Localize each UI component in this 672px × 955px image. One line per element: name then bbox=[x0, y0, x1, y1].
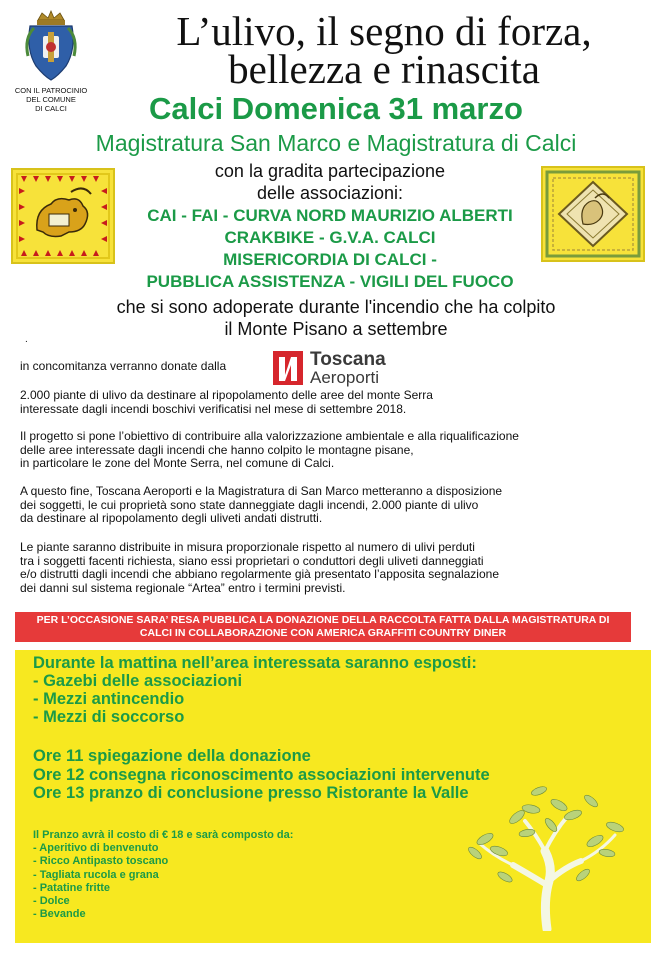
event-date-title: Calci Domenica 31 marzo bbox=[149, 91, 523, 126]
paragraph-line: da destinare al ripopolamento degli uliveti andati distrutti. bbox=[20, 511, 323, 525]
lunch-item: - Bevande bbox=[33, 908, 86, 921]
lunch-intro: Il Pranzo avrà il costo di € 18 e sarà composto da: bbox=[33, 829, 294, 841]
paragraph-line: tra i soggetti facenti richiesta, siano essi proprietari o conduttori degli uliveti danneggiati bbox=[20, 553, 484, 568]
participation-line: delle associazioni: bbox=[256, 183, 404, 203]
schedule bbox=[33, 747, 490, 803]
paragraph-line: dei soggetti, le cui proprietà sono state danneggiate dagli incendi, 2.000 piante di ulivo bbox=[20, 497, 479, 512]
paragraph-line: in particolare le zone del Monte Serra, nel comune di Calci. bbox=[20, 456, 335, 470]
schedule-item: Ore 12 consegna riconoscimento associazioni intervenute bbox=[33, 765, 490, 784]
schedule-item: Ore 13 pranzo di conclusione presso Ristorante la Valle bbox=[33, 784, 469, 802]
morning-program bbox=[33, 654, 477, 726]
lunch-item: - Ricco Antipasto toscano bbox=[33, 855, 169, 868]
morning-item: - Mezzi di soccorso bbox=[33, 708, 185, 726]
morning-item: - Mezzi antincendio bbox=[33, 690, 185, 708]
paragraph-line: Il progetto si pone l’obiettivo di contribuire alla valorizzazione ambientale e alla riqualificazione bbox=[20, 429, 519, 443]
paragraph bbox=[20, 430, 660, 471]
lunch-item: - Dolce bbox=[33, 895, 70, 908]
donation-intro: in concomitanza verranno donate dalla bbox=[20, 359, 227, 373]
toscana-aeroporti-mark-icon bbox=[273, 351, 303, 385]
lion-flag-icon bbox=[13, 170, 113, 262]
paragraph-line: interessate dagli incendi boschivi verificatisi nel mese di settembre 2018. bbox=[20, 401, 407, 416]
paragraph-line: dei danni sul sistema regionale “Artea” entro i termini previsti. bbox=[20, 580, 346, 595]
stray-dot: . bbox=[25, 334, 28, 345]
participation-line: con la gradita partecipazione bbox=[214, 161, 446, 181]
san-marco-flag bbox=[11, 168, 115, 264]
paragraph bbox=[20, 541, 660, 595]
lunch-item: - Patatine fritte bbox=[33, 881, 111, 894]
morning-item: - Gazebi delle associazioni bbox=[33, 672, 243, 690]
logo-word: Aeroporti bbox=[310, 368, 379, 387]
banner-line: PER L’OCCASIONE SARA’ RESA PUBBLICA LA DONAZIONE DELLA RACCOLTA FATTA DALLA MAGISTRATURA DI bbox=[36, 614, 610, 626]
paragraph-line: A questo fine, Toscana Aeroporti e la Magistratura di San Marco metteranno a disposizione bbox=[20, 484, 503, 498]
schedule-item: Ore 11 spiegazione della donazione bbox=[33, 747, 311, 765]
morning-intro: Durante la mattina nell’area interessata saranno esposti: bbox=[33, 654, 477, 672]
associations-list bbox=[110, 205, 550, 293]
calci-magistratura-flag bbox=[541, 166, 645, 262]
fire-reference-line: che si sono adoperate durante l'incendio che ha colpito bbox=[116, 297, 556, 317]
organizers: Magistratura San Marco e Magistratura di Calci bbox=[95, 130, 577, 156]
association-line: CAI - FAI - CURVA NORD MAURIZIO ALBERTI bbox=[147, 206, 513, 225]
paragraph bbox=[20, 485, 660, 526]
headline-line: bellezza e rinascita bbox=[228, 46, 540, 92]
paragraph bbox=[20, 389, 660, 416]
calci-emblem-flag-icon bbox=[543, 168, 643, 260]
olive-tree-icon bbox=[455, 781, 635, 931]
association-line: MISERICORDIA DI CALCI - bbox=[223, 250, 437, 269]
paragraph-line: 2.000 piante di ulivo da destinare al ripopolamento delle aree del monte Serra bbox=[20, 388, 433, 402]
patronage-caption-line: CON IL PATROCINIO bbox=[14, 86, 88, 95]
participation-text bbox=[120, 160, 540, 204]
association-line: PUBBLICA ASSISTENZA - VIGILI DEL FUOCO bbox=[146, 272, 514, 291]
donation-banner bbox=[15, 612, 631, 642]
fire-reference-text bbox=[60, 296, 612, 340]
paragraph-line: e/o distrutti dagli incendi che abbiano regolarmente già presentato l’apposita segnalazione bbox=[20, 567, 499, 581]
lunch-menu bbox=[33, 829, 293, 921]
paragraph-line: Le piante saranno distribuite in misura proporzionale rispetto al numero di ulivi perduti bbox=[20, 540, 475, 554]
paragraph-line: delle aree interessate dagli incendi che hanno colpito le montagne pisane, bbox=[20, 442, 414, 457]
toscana-aeroporti-logo bbox=[273, 351, 403, 387]
headline-line: L’ulivo, il segno di forza, bbox=[176, 8, 592, 54]
lunch-item: - Tagliata rucola e grana bbox=[33, 868, 159, 881]
fire-reference-line: il Monte Pisano a settembre bbox=[224, 319, 448, 339]
banner-line: CALCI IN COLLABORAZIONE CON AMERICA GRAFFITI COUNTRY DINER bbox=[139, 627, 507, 639]
association-line: CRAKBIKE - G.V.A. CALCI bbox=[224, 228, 436, 247]
headline bbox=[96, 8, 672, 92]
lunch-item: - Aperitivo di benvenuto bbox=[33, 842, 159, 855]
comune-crest-icon bbox=[22, 10, 80, 82]
patronage-caption-line: DEL COMUNE bbox=[26, 95, 76, 104]
patronage-caption-line: DI CALCI bbox=[35, 104, 67, 113]
logo-word: Toscana bbox=[310, 349, 386, 370]
